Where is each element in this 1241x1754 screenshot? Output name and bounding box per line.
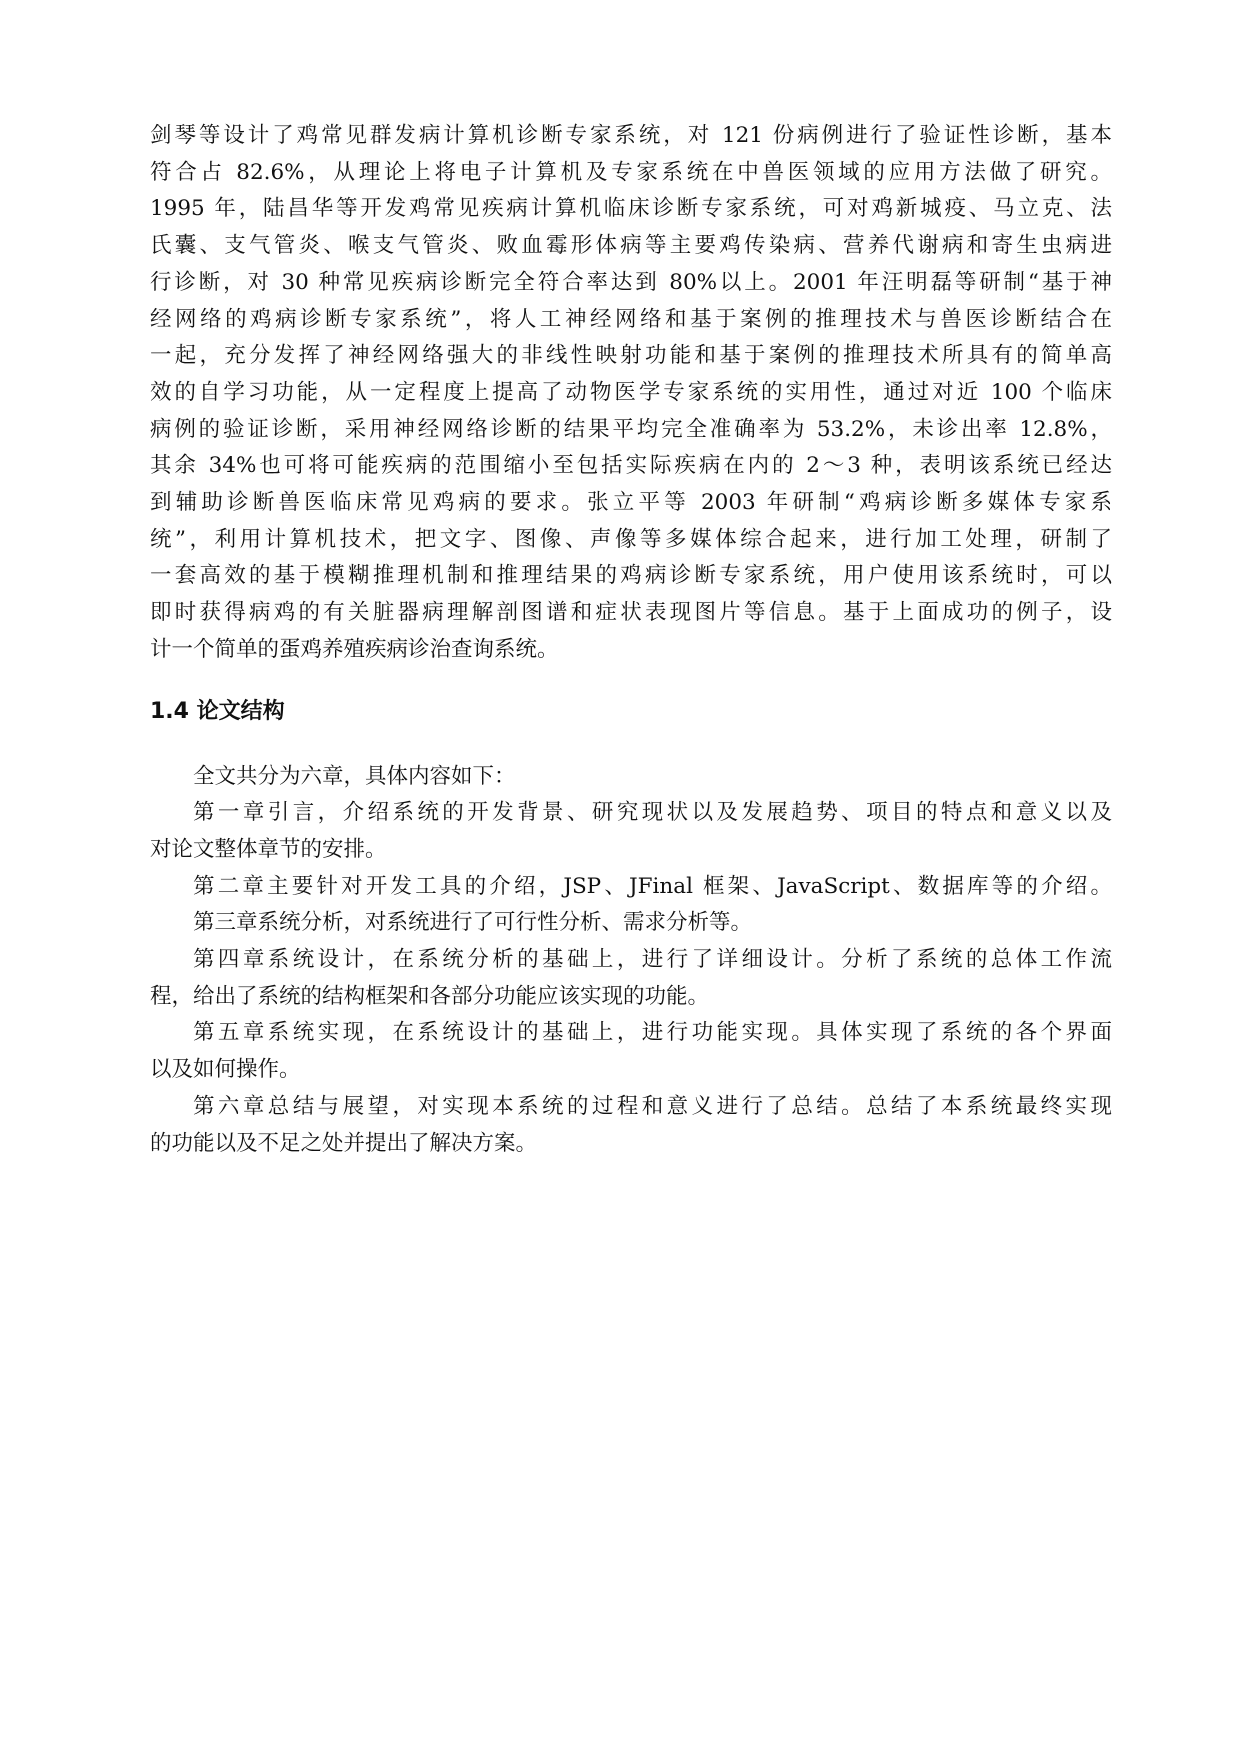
paragraph-line: 计一个简单的蛋鸡养殖疾病诊治查询系统。 (150, 636, 559, 662)
paragraph-line: 病例的验证诊断，采用神经网络诊断的结果平均完全准确率为 53.2%，未诊出率 12.8%， (150, 416, 1112, 442)
chapter-3-description: 第三章系统分析，对系统进行了可行性分析、需求分析等。 (193, 910, 753, 936)
chapter-6-description: 第六章总结与展望，对实现本系统的过程和意义进行了总结。总结了本系统最终实现 (193, 1093, 1112, 1119)
paragraph-line: 一套高效的基于模糊推理机制和推理结果的鸡病诊断专家系统，用户使用该系统时，可以 (150, 563, 1112, 589)
spacer (150, 730, 1112, 759)
chapter-6-description-cont: 的功能以及不足之处并提出了解决方案。 (150, 1130, 538, 1156)
paragraph-line: 即时获得病鸡的有关脏器病理解剖图谱和症状表现图片等信息。基于上面成功的例子，设 (150, 600, 1112, 626)
paragraph-line: 一起，充分发挥了神经网络强大的非线性映射功能和基于案例的推理技术所具有的简单高 (150, 343, 1112, 369)
document-page (150, 118, 1112, 1162)
paragraph-line: 符合占 82.6%，从理论上将电子计算机及专家系统在中兽医领域的应用方法做了研究。 (150, 159, 1112, 185)
chapter-1-description: 第一章引言，介绍系统的开发背景、研究现状以及发展趋势、项目的特点和意义以及 (193, 800, 1112, 826)
chapter-5-description: 第五章系统实现，在系统设计的基础上，进行功能实现。具体实现了系统的各个界面 (193, 1020, 1112, 1046)
chapter-2-description: 第二章主要针对开发工具的介绍，JSP、JFinal 框架、JavaScript、数据库等的介绍。 (193, 873, 1112, 899)
chapter-1-description-cont: 对论文整体章节的安排。 (150, 836, 387, 862)
structure-intro: 全文共分为六章，具体内容如下： (193, 763, 516, 789)
chapter-4-description: 第四章系统设计，在系统分析的基础上，进行了详细设计。分析了系统的总体工作流 (193, 947, 1112, 973)
spacer (150, 669, 1112, 694)
paragraph-line: 1995 年，陆昌华等开发鸡常见疾病计算机临床诊断专家系统，可对鸡新城疫、马立克、法 (150, 196, 1112, 222)
paragraph-line: 统”，利用计算机技术，把文字、图像、声像等多媒体综合起来，进行加工处理，研制了 (150, 526, 1112, 552)
paragraph-line: 剑琴等设计了鸡常见群发病计算机诊断专家系统，对 121 份病例进行了验证性诊断，基本 (150, 123, 1112, 148)
background-paragraph (150, 118, 1112, 669)
chapter-5-description-cont: 以及如何操作。 (150, 1057, 301, 1083)
paragraph-line: 效的自学习功能，从一定程度上提高了动物医学专家系统的实用性，通过对近 100 个临床 (150, 379, 1112, 405)
chapter-4-description-cont: 程，给出了系统的结构框架和各部分功能应该实现的功能。 (150, 983, 710, 1009)
paragraph-line: 经网络的鸡病诊断专家系统”，将人工神经网络和基于案例的推理技术与兽医诊断结合在 (150, 306, 1112, 332)
paragraph-line: 氏囊、支气管炎、喉支气管炎、败血霉形体病等主要鸡传染病、营养代谢病和寄生虫病进 (150, 233, 1112, 259)
paragraph-line: 其余 34%也可将可能疾病的范围缩小至包括实际疾病在内的 2～3 种，表明该系统已经达 (150, 453, 1112, 479)
structure-section (150, 759, 1112, 1163)
paragraph-line: 到辅助诊断兽医临床常见鸡病的要求。张立平等 2003 年研制“鸡病诊断多媒体专家系 (150, 490, 1112, 516)
paragraph-line: 行诊断，对 30 种常见疾病诊断完全符合率达到 80%以上。2001 年汪明磊等研制“基于神 (150, 269, 1112, 295)
section-heading: 1.4 论文结构 (150, 698, 285, 724)
